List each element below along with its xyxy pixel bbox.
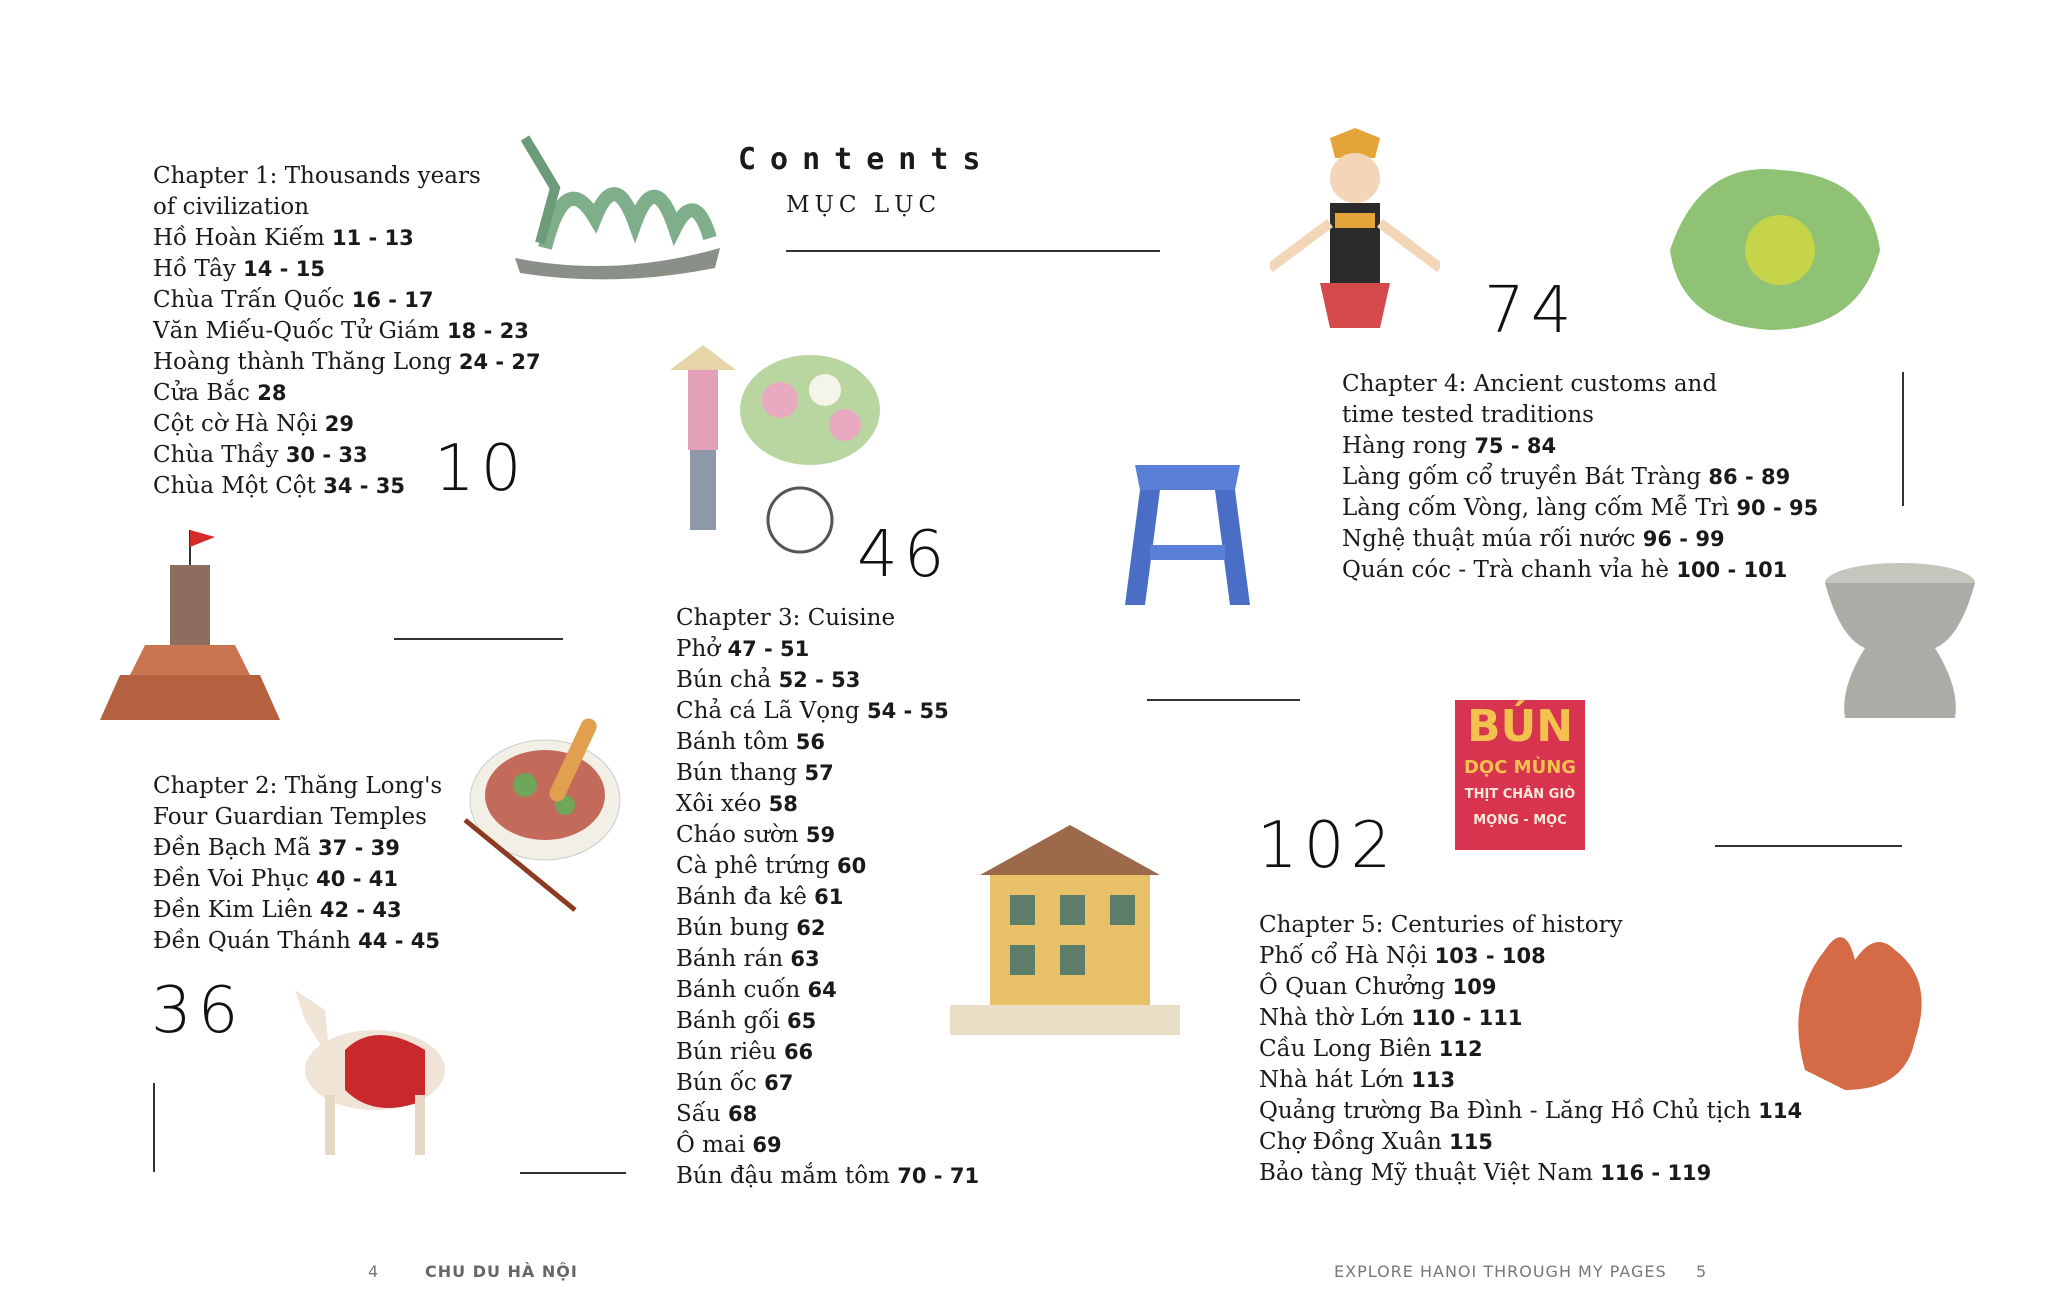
toc-entry[interactable] <box>676 1161 979 1192</box>
chapter-3-list <box>676 603 979 1192</box>
entry-pages: 69 <box>752 1133 782 1157</box>
toc-entry[interactable] <box>676 913 979 944</box>
entry-title: Bánh cuốn <box>676 977 801 1003</box>
chapter-3-start-page: 46 <box>857 518 951 592</box>
entry-pages: 86 - 89 <box>1708 465 1791 489</box>
sign-text: THỊT CHÂN GIÒ <box>1464 787 1576 802</box>
entry-pages: 14 - 15 <box>243 257 325 281</box>
entry-pages: 110 - 111 <box>1411 1006 1523 1030</box>
entry-title: Bánh đa kê <box>676 884 807 910</box>
toc-entry[interactable] <box>153 895 442 926</box>
entry-pages: 66 <box>783 1040 814 1064</box>
toc-entry[interactable] <box>153 378 541 409</box>
toc-entry[interactable] <box>1342 524 1818 555</box>
entry-title: Phở <box>676 636 721 662</box>
chapter-4-start-page: 74 <box>1484 274 1578 348</box>
toc-entry[interactable] <box>676 665 979 696</box>
entry-pages: 28 <box>257 381 287 405</box>
toc-entry[interactable] <box>676 820 979 851</box>
dragon-boat-illustration <box>505 128 725 288</box>
old-quarter-house-illustration <box>950 815 1180 1045</box>
entry-title: Chùa Một Cột <box>153 473 316 499</box>
toc-entry[interactable] <box>676 758 979 789</box>
entry-pages: 37 - 39 <box>318 836 400 860</box>
entry-pages: 64 <box>807 978 837 1002</box>
entry-title: Hoàng thành Thăng Long <box>153 349 452 375</box>
toc-entry[interactable] <box>1259 1158 1802 1189</box>
toc-entry[interactable] <box>1342 493 1818 524</box>
entry-title: Sấu <box>676 1101 721 1127</box>
entry-title: Cháo sườn <box>676 822 799 848</box>
entry-title: Bún riêu <box>676 1039 777 1065</box>
chapter-heading: Chapter 3: Cuisine <box>676 605 896 631</box>
entry-pages: 40 - 41 <box>316 867 398 891</box>
entry-pages: 29 <box>324 412 354 436</box>
divider <box>1715 845 1902 847</box>
pho-bowl-illustration <box>455 710 635 920</box>
entry-pages: 54 - 55 <box>866 699 949 723</box>
entry-title: Phố cổ Hà Nội <box>1259 943 1428 969</box>
toc-entry[interactable] <box>153 347 541 378</box>
entry-pages: 59 <box>805 823 836 847</box>
divider <box>1147 699 1300 701</box>
right-running-title: EXPLORE HANOI THROUGH MY PAGES <box>1334 1262 1667 1281</box>
entry-title: Bảo tàng Mỹ thuật Việt Nam <box>1259 1160 1593 1186</box>
entry-pages: 52 - 53 <box>778 668 861 692</box>
entry-title: Quảng trường Ba Đình - Lăng Hồ Chủ tịch <box>1259 1098 1751 1124</box>
divider <box>1902 372 1904 506</box>
entry-title: Nghệ thuật múa rối nước <box>1342 526 1636 552</box>
chapter-2-start-page: 36 <box>151 974 245 1048</box>
entry-title: Bánh rán <box>676 946 784 972</box>
left-page-number: 4 <box>368 1262 380 1281</box>
entry-pages: 60 <box>836 854 867 878</box>
chapter-heading: Chapter 5: Centuries of history <box>1259 912 1623 938</box>
toc-entry[interactable] <box>153 864 442 895</box>
entry-title: Hàng rong <box>1342 433 1467 459</box>
toc-entry[interactable] <box>153 223 541 254</box>
entry-title: Đền Kim Liên <box>153 897 313 923</box>
water-puppet-illustration <box>1270 128 1440 343</box>
sign-text: DỌC MÙNG <box>1463 757 1577 778</box>
entry-pages: 65 <box>787 1009 817 1033</box>
flower-vendor-bicycle-illustration <box>660 320 890 560</box>
chapter-heading: Four Guardian Temples <box>153 804 427 830</box>
entry-title: Bún đậu mắm tôm <box>676 1163 890 1189</box>
entry-title: Đền Quán Thánh <box>153 928 351 954</box>
divider <box>153 1083 155 1172</box>
entry-title: Chùa Thầy <box>153 442 279 468</box>
toc-entry[interactable] <box>676 1037 979 1068</box>
entry-title: Nhà hát Lớn <box>1259 1067 1404 1093</box>
entry-pages: 34 - 35 <box>323 474 405 498</box>
entry-title: Chùa Trấn Quốc <box>153 287 345 313</box>
entry-title: Cà phê trứng <box>676 853 830 879</box>
entry-title: Xôi xéo <box>676 791 762 817</box>
entry-title: Làng cốm Vòng, làng cốm Mễ Trì <box>1342 495 1730 521</box>
entry-pages: 100 - 101 <box>1676 558 1788 582</box>
entry-pages: 42 - 43 <box>319 898 402 922</box>
toc-entry[interactable] <box>1342 462 1818 493</box>
chapter-heading: Chapter 4: Ancient customs and <box>1342 371 1718 397</box>
entry-pages: 11 - 13 <box>332 226 414 250</box>
entry-pages: 16 - 17 <box>351 288 434 312</box>
toc-entry[interactable] <box>676 975 979 1006</box>
entry-pages: 24 - 27 <box>458 350 541 374</box>
toc-entry[interactable] <box>1259 972 1802 1003</box>
entry-pages: 116 - 119 <box>1600 1161 1712 1185</box>
toc-entry[interactable] <box>676 882 979 913</box>
entry-pages: 90 - 95 <box>1736 496 1819 520</box>
entry-title: Làng gốm cổ truyền Bát Tràng <box>1342 464 1702 490</box>
entry-title: Cột cờ Hà Nội <box>153 411 318 437</box>
toc-entry[interactable] <box>676 1130 979 1161</box>
chapter-1-start-page: 10 <box>434 432 528 506</box>
divider <box>394 638 563 640</box>
toc-entry[interactable] <box>676 1006 979 1037</box>
divider <box>520 1172 626 1174</box>
bun-sign-illustration <box>1455 700 1585 850</box>
toc-entry[interactable] <box>153 926 442 957</box>
entry-title: Đền Bạch Mã <box>153 835 311 861</box>
entry-title: Hồ Hoàn Kiếm <box>153 225 325 251</box>
entry-title: Nhà thờ Lớn <box>1259 1005 1405 1031</box>
entry-pages: 75 - 84 <box>1474 434 1557 458</box>
entry-pages: 18 - 23 <box>447 319 529 343</box>
sign-text: MỌNG - MỌC <box>1473 813 1567 828</box>
toc-entry[interactable] <box>1259 1127 1802 1158</box>
entry-pages: 56 <box>795 730 825 754</box>
toc-entry[interactable] <box>153 316 541 347</box>
entry-pages: 61 <box>814 885 844 909</box>
entry-pages: 70 - 71 <box>897 1164 980 1188</box>
entry-pages: 67 <box>764 1071 794 1095</box>
toc-entry[interactable] <box>1259 1034 1802 1065</box>
terracotta-phoenix-illustration <box>1785 920 1935 1100</box>
entry-title: Quán cóc - Trà chanh vỉa hè <box>1342 557 1670 583</box>
toc-entry[interactable] <box>1259 1003 1802 1034</box>
toc-entry[interactable] <box>153 285 541 316</box>
chapter-5-start-page: 102 <box>1257 809 1398 883</box>
toc-entry[interactable] <box>676 696 979 727</box>
toc-entry[interactable] <box>676 634 979 665</box>
toc-entry[interactable] <box>1342 555 1818 586</box>
entry-title: Bánh tôm <box>676 729 789 755</box>
entry-title: Chợ Đồng Xuân <box>1259 1129 1442 1155</box>
toc-entry[interactable] <box>1342 431 1818 462</box>
left-running-title: CHU DU HÀ NỘI <box>425 1262 578 1281</box>
contents-subtitle: MỤC LỤC <box>786 192 942 218</box>
entry-title: Đền Voi Phục <box>153 866 309 892</box>
white-horse-illustration <box>275 980 465 1170</box>
entry-pages: 114 <box>1758 1099 1803 1123</box>
entry-title: Bún bung <box>676 915 789 941</box>
entry-pages: 58 <box>768 792 798 816</box>
entry-title: Cầu Long Biên <box>1259 1036 1432 1062</box>
blue-plastic-stool-illustration <box>1115 455 1260 615</box>
chapter-heading: of civilization <box>153 194 310 220</box>
entry-pages: 112 <box>1438 1037 1483 1061</box>
chapter-heading: Chapter 1: Thousands years <box>153 163 481 189</box>
toc-entry[interactable] <box>1259 941 1802 972</box>
entry-title: Hồ Tây <box>153 256 236 282</box>
bronze-drum-illustration <box>1820 558 1980 728</box>
entry-pages: 47 - 51 <box>727 637 810 661</box>
toc-entry[interactable] <box>1259 1096 1802 1127</box>
toc-entry[interactable] <box>1259 1065 1802 1096</box>
entry-pages: 103 - 108 <box>1434 944 1546 968</box>
entry-pages: 113 <box>1411 1068 1456 1092</box>
toc-entry[interactable] <box>153 833 442 864</box>
entry-title: Chả cá Lã Vọng <box>676 698 860 724</box>
chapter-5-list <box>1259 910 1802 1189</box>
entry-title: Bún chả <box>676 667 772 693</box>
entry-pages: 68 <box>727 1102 758 1126</box>
chapter-heading: Chapter 2: Thăng Long's <box>153 773 443 799</box>
chapter-4-list <box>1342 369 1818 586</box>
divider <box>786 250 1160 252</box>
toc-entry[interactable] <box>676 944 979 975</box>
toc-entry[interactable] <box>153 254 541 285</box>
chapter-2-list <box>153 771 442 957</box>
entry-title: Cửa Bắc <box>153 380 250 406</box>
entry-title: Ô Quan Chưởng <box>1259 974 1446 1000</box>
entry-pages: 109 <box>1452 975 1497 999</box>
entry-pages: 115 <box>1449 1130 1493 1154</box>
entry-pages: 30 - 33 <box>285 443 368 467</box>
entry-pages: 63 <box>790 947 820 971</box>
entry-pages: 96 - 99 <box>1642 527 1725 551</box>
entry-title: Văn Miếu-Quốc Tử Giám <box>153 318 440 344</box>
entry-pages: 44 - 45 <box>358 929 440 953</box>
right-page-number: 5 <box>1696 1262 1708 1281</box>
contents-title: Contents <box>738 142 995 177</box>
toc-entry[interactable] <box>676 727 979 758</box>
com-lotus-leaf-illustration <box>1660 160 1890 340</box>
entry-pages: 62 <box>796 916 826 940</box>
entry-title: Bánh gối <box>676 1008 780 1034</box>
toc-entry[interactable] <box>676 1099 979 1130</box>
entry-title: Bún thang <box>676 760 798 786</box>
entry-title: Bún ốc <box>676 1070 757 1096</box>
chapter-heading: time tested traditions <box>1342 402 1594 428</box>
toc-entry[interactable] <box>676 851 979 882</box>
sign-text: BÚN <box>1466 701 1574 752</box>
toc-entry[interactable] <box>676 789 979 820</box>
flag-tower-illustration <box>90 525 290 735</box>
toc-entry[interactable] <box>676 1068 979 1099</box>
entry-title: Ô mai <box>676 1132 746 1158</box>
entry-pages: 57 <box>804 761 834 785</box>
